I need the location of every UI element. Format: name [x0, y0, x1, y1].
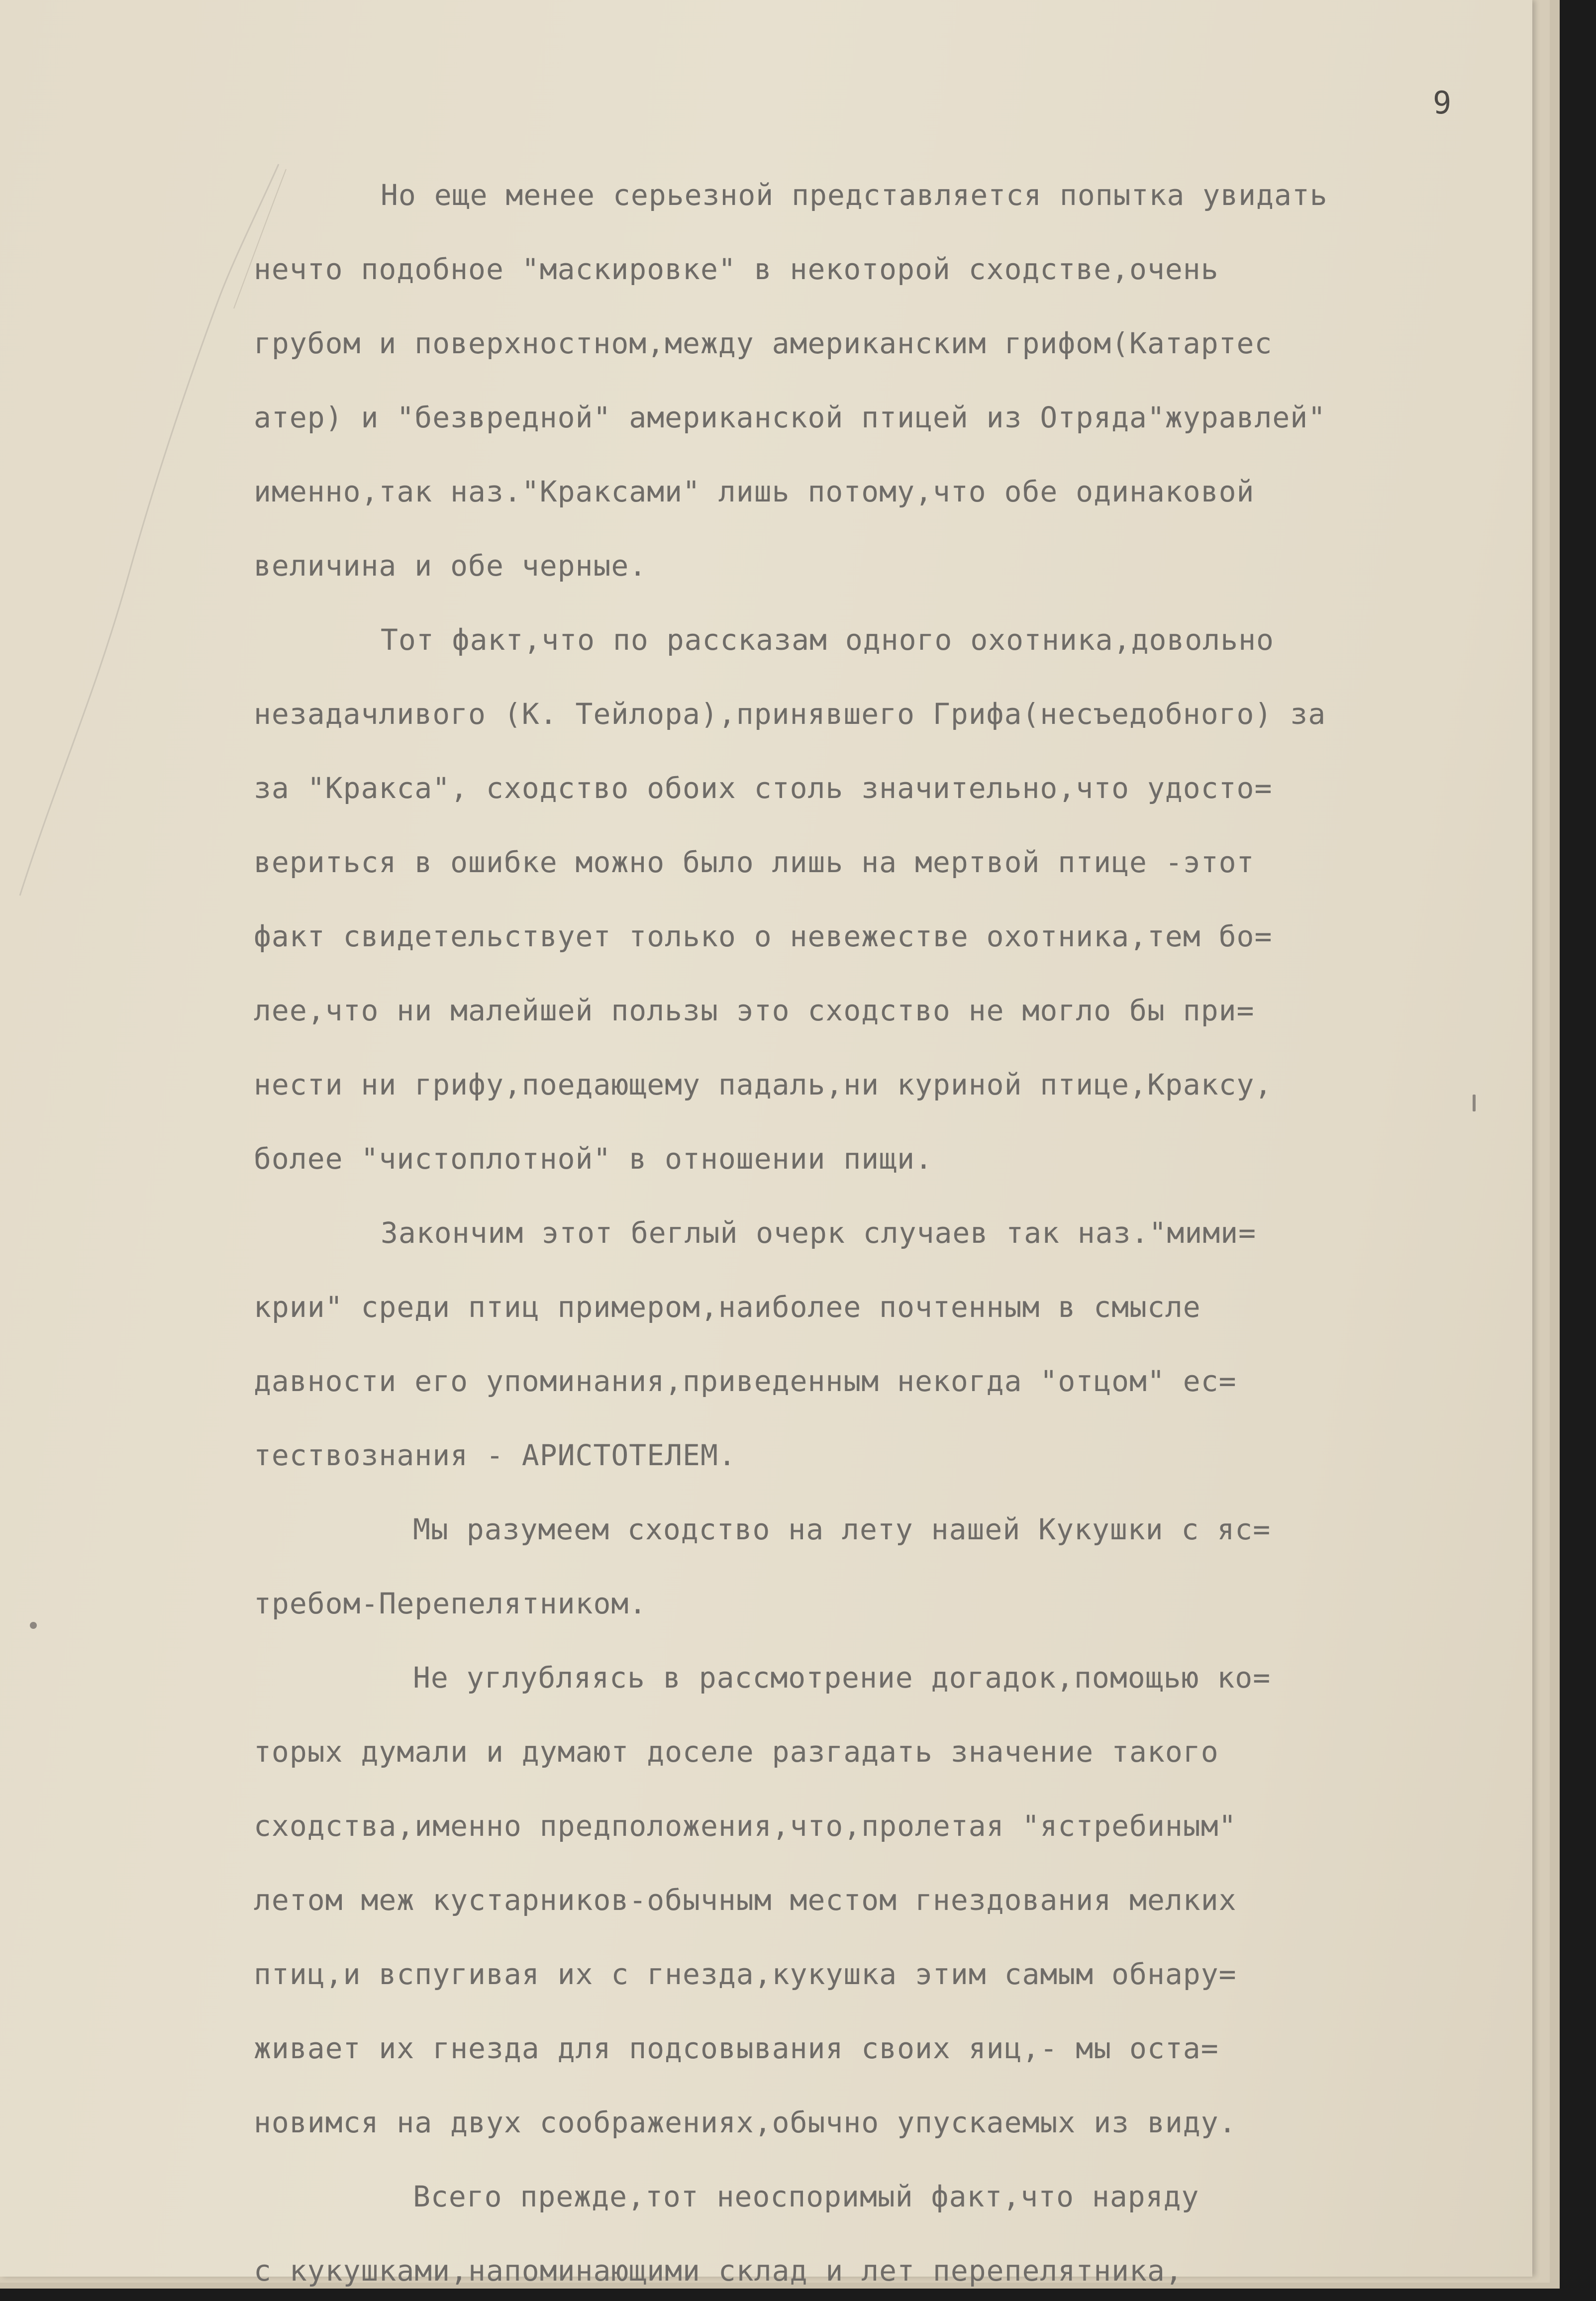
text-line: новимся на двух соображениях,обычно упускаемых из виду.	[254, 2105, 1237, 2139]
text-line: с кукушками,напоминающими склад и лет перепелятника,	[254, 2254, 1183, 2288]
text-line: лее,что ни малейшей пользы это сходство не могло бы при=	[254, 994, 1255, 1027]
text-line: крии" среди птиц примером,наиболее почтенным в смысле	[254, 1290, 1201, 1324]
text-line: Тот факт,что по рассказам одного охотника,довольно	[381, 623, 1274, 657]
text-line: именно,так наз."Краксами" лишь потому,что обе одинаковой	[254, 475, 1255, 508]
text-line: тествознания - АРИСТОТЕЛЕМ.	[254, 1438, 736, 1472]
text-line: летом меж кустарников-обычным местом гнездования мелких	[254, 1883, 1237, 1917]
text-line: вериться в ошибке можно было лишь на мертвой птице -этот	[254, 845, 1255, 879]
body-text	[254, 158, 1532, 2301]
text-line: торых думали и думают доселе разгадать значение такого	[254, 1735, 1219, 1769]
text-line: атер) и "безвредной" американской птицей из Отряда"журавлей"	[254, 400, 1326, 434]
text-line: Всего прежде,тот неоспоримый факт,что наряду	[413, 2180, 1199, 2213]
text-line: за "Кракса", сходство обоих столь значительно,что удосто=	[254, 771, 1273, 805]
text-line: незадачливого (К. Тейлора),принявшего Грифа(несъедобного) за	[254, 697, 1326, 731]
text-line: грубом и поверхностном,между американским грифом(Катартес	[254, 326, 1273, 360]
text-line: сходства,именно предположения,что,пролетая "ястребиным"	[254, 1809, 1237, 1843]
paper-speck	[30, 1622, 37, 1629]
text-line: Не углубляясь в рассмотрение догадок,помощью ко=	[413, 1661, 1271, 1695]
text-line: факт свидетельствует только о невежестве охотника,тем бо=	[254, 919, 1273, 953]
text-line: Мы разумеем сходство на лету нашей Кукушки с яс=	[413, 1512, 1271, 1546]
text-line: Но еще менее серьезной представляется попытка увидать	[381, 178, 1328, 212]
text-line: величина и обе черные.	[254, 549, 647, 583]
text-line: нести ни грифу,поедающему падаль,ни куриной птице,Краксу,	[254, 1068, 1273, 1101]
text-line: живает их гнезда для подсовывания своих яиц,- мы оста=	[254, 2031, 1219, 2065]
text-line: давности его упоминания,приведенным некогда "отцом" ес=	[254, 1364, 1237, 1398]
text-line: нечто подобное "маскировке" в некоторой сходстве,очень	[254, 252, 1219, 286]
text-line: Закончим этот беглый очерк случаев так наз."мими=	[381, 1216, 1257, 1250]
text-line: птиц,и вспугивая их с гнезда,кукушка этим самым обнару=	[254, 1957, 1237, 1991]
text-line: более "чистоплотной" в отношении пищи.	[254, 1142, 933, 1176]
text-line: требом-Перепелятником.	[254, 1587, 647, 1620]
page-number: 9	[1433, 85, 1452, 121]
